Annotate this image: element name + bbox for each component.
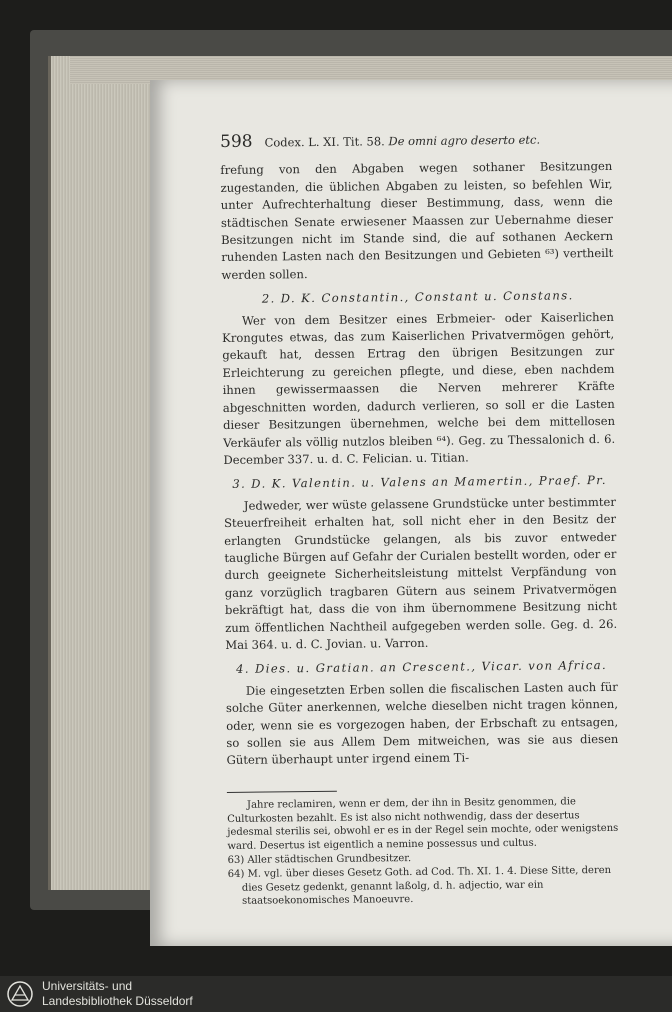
footnote-64: 64) M. vgl. über dieses Gesetz Goth. ad Cod. Th. XI. 1. 4. Diese Sitte, deren dies Gesetz gedenkt, genannt laßolg, d. h. adjectio, war ein staatsoekonomisches Manoeuvre.: [227, 864, 612, 908]
section-heading-4: 4. Dies. u. Gratian. an Crescent., Vicar. von Africa.: [236, 658, 608, 677]
header-title: [264, 132, 540, 152]
section-body-2: Wer von dem Besitzer eines Erbmeier- oder Kaiserlichen Krongutes etwas, das zum Kaiserlichen Privatvermögen gehört, gekauft hat, dessen Ertrag den übrigen Besitzungen zur Erleichterung zu gereichen pflegte, und diese, eben nachdem ihnen gewissermaassen die Nerven mehrerer Kräfte abgeschnitten worden, dadurch verlieren, so soll er die Lasten dieser Besitzungen übernehmen, welche bei dem mittellosen Verkäufer als völlig nutzlos bleiben ⁶⁴). Geg. zu Thessalonich d. 6. December 337. u. d. C. Felician. u. Titian.: [222, 309, 616, 467]
header-codex: Codex. L. XI. Tit. 58.: [264, 134, 385, 150]
section-body-4: Die eingesetzten Erben sollen die fiscalischen Lasten auch für solche Güter anerkennen, welche dieselben nicht tragen können, oder, wenn sie es vorgezogen haben, der Erbschaft zu entsagen, so sollen sie aus Allem Dem mitweichen, was sie aus diesen Gütern überhaupt unter irgend einem Ti-: [225, 679, 619, 768]
running-header: [220, 130, 612, 153]
library-name-line1: Universitäts- und: [42, 979, 133, 993]
library-name-line2: Landesbibliothek Düsseldorf: [42, 994, 193, 1008]
header-title-italic: De omni agro deserto etc.: [388, 132, 541, 149]
library-name: [42, 979, 193, 1009]
page-edges: [48, 56, 161, 890]
section-heading-2: 2. D. K. Constantin., Constant u. Constans.: [261, 288, 574, 306]
footnotes: [227, 795, 620, 909]
section-body-3: Jedweder, wer wüste gelassene Grundstücke unter bestimmter Steuerfreiheit erhalten hat, soll nicht eher in den Besitz der erlangten Grundstücke gelangen, als bis zuvor entweder taugliche Bürgen auf Gefahr der Curialen bestellt worden, oder er durch geeignete Sicherheitsleistung mittelst Verpfändung von ganz vorzüglich tragbaren Gütern aus seinem Privatvermögen bekräftigt hat, dass die von ihm übernommene Besitzung nicht zum öffentlichen Nachtheil aufgegeben werden solle. Geg. d. 26. Mai 364. u. d. C. Jovian. u. Varron.: [224, 494, 618, 652]
page-number: 598: [219, 131, 253, 152]
footnote-rule: [227, 791, 337, 793]
section-heading-3: 3. D. K. Valentin. u. Valens an Mamertin., Praef. Pr.: [232, 473, 608, 492]
intro-paragraph: frefung von den Abgaben wegen sothaner Besitzungen zugestanden, die üblichen Abgaben zu leisten, so befehlen Wir, unter Aufrechterhaltung dieser Bestimmung, dass, wenn die städtischen Senate erwiesener Maassen zur Uebernahme dieser Besitzungen nicht im Stande sind, die auf sothanen Aeckern ruhenden Lasten nach den Besitzungen und Gebieten ⁶³) vertheilt werden sollen.: [220, 159, 614, 282]
library-logo-icon: [6, 980, 34, 1008]
page-content: [220, 130, 620, 909]
footnote-63: 63) Aller städtischen Grundbesitzer.: [227, 853, 412, 866]
library-bar: [0, 976, 672, 1012]
footnote-continuation: Jahre reclamiren, wenn er dem, der ihn in Besitz genommen, die Culturkosten bezahlt. Es ist also nicht nothwendig, dass der desertus jedesmal sterilis sei, obwohl er es in der Regel sein mochte, oder wenigstens ward. Desertus ist eigentlich a nemine possessus und cultus.: [227, 796, 619, 853]
